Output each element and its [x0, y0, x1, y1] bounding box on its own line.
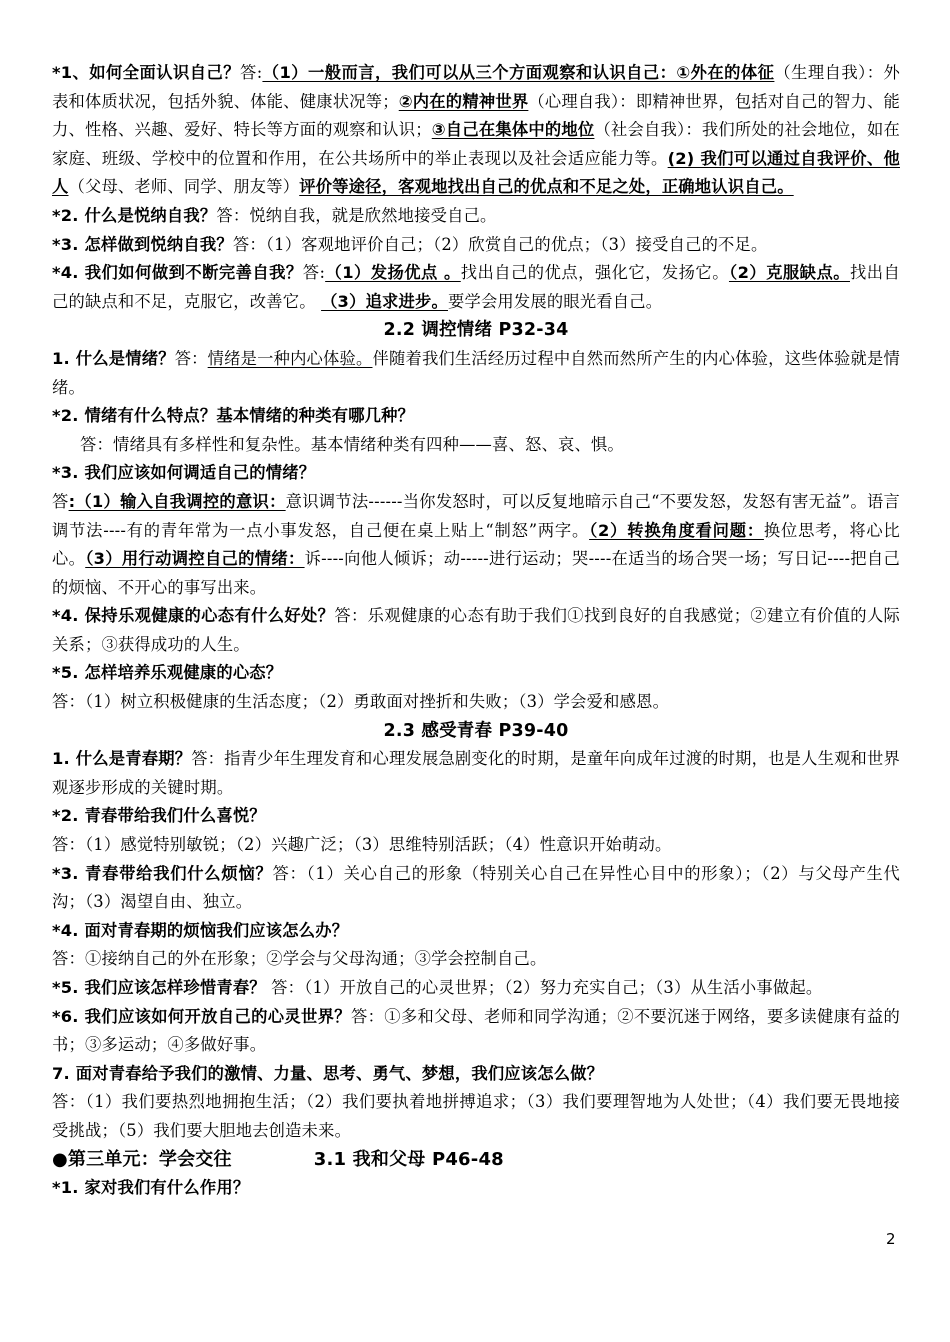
a-cultivate-optimism: 答：（1）树立积极健康的生活态度；（2）勇敢面对挫折和失败；（3）学会爱和感恩。 [52, 692, 670, 712]
q-cherish-youth: *5. 我们应该怎样珍惜青春？ 答：（1）开放自己的心灵世界；（2）努力充实自己；（3）从生活小事做起。 [52, 978, 823, 997]
unit-heading: ●第三单元：学会交往 3.1 我和父母 P46-48 [52, 1148, 504, 1170]
q-accept-self: *2. 什么是悦纳自我？答：悦纳自我，就是欣然地接受自己。 [52, 205, 497, 225]
q-open-heart: *6. 我们应该如何开放自己的心灵世界？答：①多和父母、老师和同学沟通；②不要沉迷于网络，要多读健康有益的书；③多运动；④多做好事。 [52, 1006, 901, 1055]
q-what-adolescence: 1. 什么是青春期？答：指青少年生理发育和心理发展急剧变化的时期，是童年向成年过渡的时期，也是人生观和世界观逐步形成的关键时期。 [52, 749, 901, 797]
a-face-worry: 答：①接纳自己的外在形象；②学会与父母沟通；③学会控制自己。 [52, 949, 547, 969]
a-emotion-types: 答：情绪具有多样性和复杂性。基本情绪种类有四种——喜、怒、哀、惧。 [80, 434, 624, 454]
q-emotion-types: *2. 情绪有什么特点？基本情绪的种类有哪几种？ [52, 406, 415, 426]
a-adjust-emotion: 答:（1）输入自我调控的意识：意识调节法------当你发怒时，可以反复地暗示自己“不要发怒，发怒有害无益”。语言调节法----有的青年常为一点小事发怒，自己便在桌上贴上“制怒”两字。（2）转换角度看问题：换位思考，将心比心。（3）用行动调控自己的情绪：诉----向他人倾诉；动-----进行运动；哭----在适当的场合哭一场；写日记----把自己的烦恼、不开心的事写出来。 [52, 491, 900, 597]
document-page [52, 59, 900, 1203]
q-how-know-self: *1、如何全面认识自己？答:（1）一般而言，我们可以从三个方面观察和认识自己：①外在的体征（生理自我）：外表和体质状况，包括外貌、体能、健康状况等；②内在的精神世界（心理自我）：即精神世界，包括对自己的智力、能力、性格、兴趣、爱好、特长等方面的观察和认识；③自己在集体中的地位（社会自我）：我们所处的社会地位，如在家庭、班级、学校中的位置和作用，在公共场所中的举止表现以及社会适应能力等。(2) 我们可以通过自我评价、他人（父母、老师、同学、朋友等）评价等途径，客观地找出自己的优点和不足之处，正确地认识自己。 [52, 63, 900, 197]
q-youth-worry: *3. 青春带给我们什么烦恼？答：（1）关心自己的形象（特别关心自己在异性心目中的形象）；（2）与父母产生代沟；（3）渴望自由、独立。 [52, 863, 901, 912]
page-number: 2 [886, 1230, 896, 1248]
q-what-emotion: 1. 什么是情绪？答：情绪是一种内心体验。伴随着我们生活经历过程中自然而然所产生的内心体验，这些体验就是情绪。 [52, 348, 900, 397]
q-how-accept-self: *3. 怎样做到悦纳自我？答：（1）客观地评价自己；（2）欣赏自己的优点；（3）接受自己的不足。 [52, 234, 768, 254]
section-title-emotion: 2.2 调控情绪 P32-34 [383, 320, 569, 341]
a-youth-passion: 答：（1）我们要热烈地拥抱生活；（2）我们要执着地拼搏追求；（3）我们要理智地为人处世；（4）我们要无畏地接受挑战；（5）我们要大胆地去创造未来。 [52, 1092, 900, 1140]
section-title-youth: 2.3 感受青春 P39-40 [383, 720, 569, 741]
q-adjust-emotion: *3. 我们应该如何调适自己的情绪？ [52, 463, 316, 483]
q-cultivate-optimism: *5. 怎样培养乐观健康的心态？ [52, 663, 283, 683]
q-family-role: *1. 家对我们有什么作用？ [52, 1178, 250, 1198]
a-youth-joy: 答：（1）感觉特别敏锐；（2）兴趣广泛；（3）思维特别活跃；（4）性意识开始萌动。 [52, 835, 672, 855]
q-youth-joy: *2. 青春带给我们什么喜悦？ [52, 806, 266, 826]
q-youth-passion: 7. 面对青春给予我们的激情、力量、思考、勇气、梦想，我们应该怎么做？ [52, 1063, 604, 1083]
q-face-worry: *4. 面对青春期的烦恼我们应该怎么办？ [52, 920, 349, 940]
q-improve-self: *4. 我们如何做到不断完善自我？答:（1）发扬优点 。找出自己的优点，强化它，发扬它。（2）克服缺点。找出自己的缺点和不足，克服它，改善它。 （3）追求进步。要学会用发展的眼光看自己。 [52, 263, 900, 311]
q-optimism-benefit: *4. 保持乐观健康的心态有什么好处？答：乐观健康的心态有助于我们①找到良好的自我感觉；②建立有价值的人际关系；③获得成功的人生。 [52, 606, 901, 654]
